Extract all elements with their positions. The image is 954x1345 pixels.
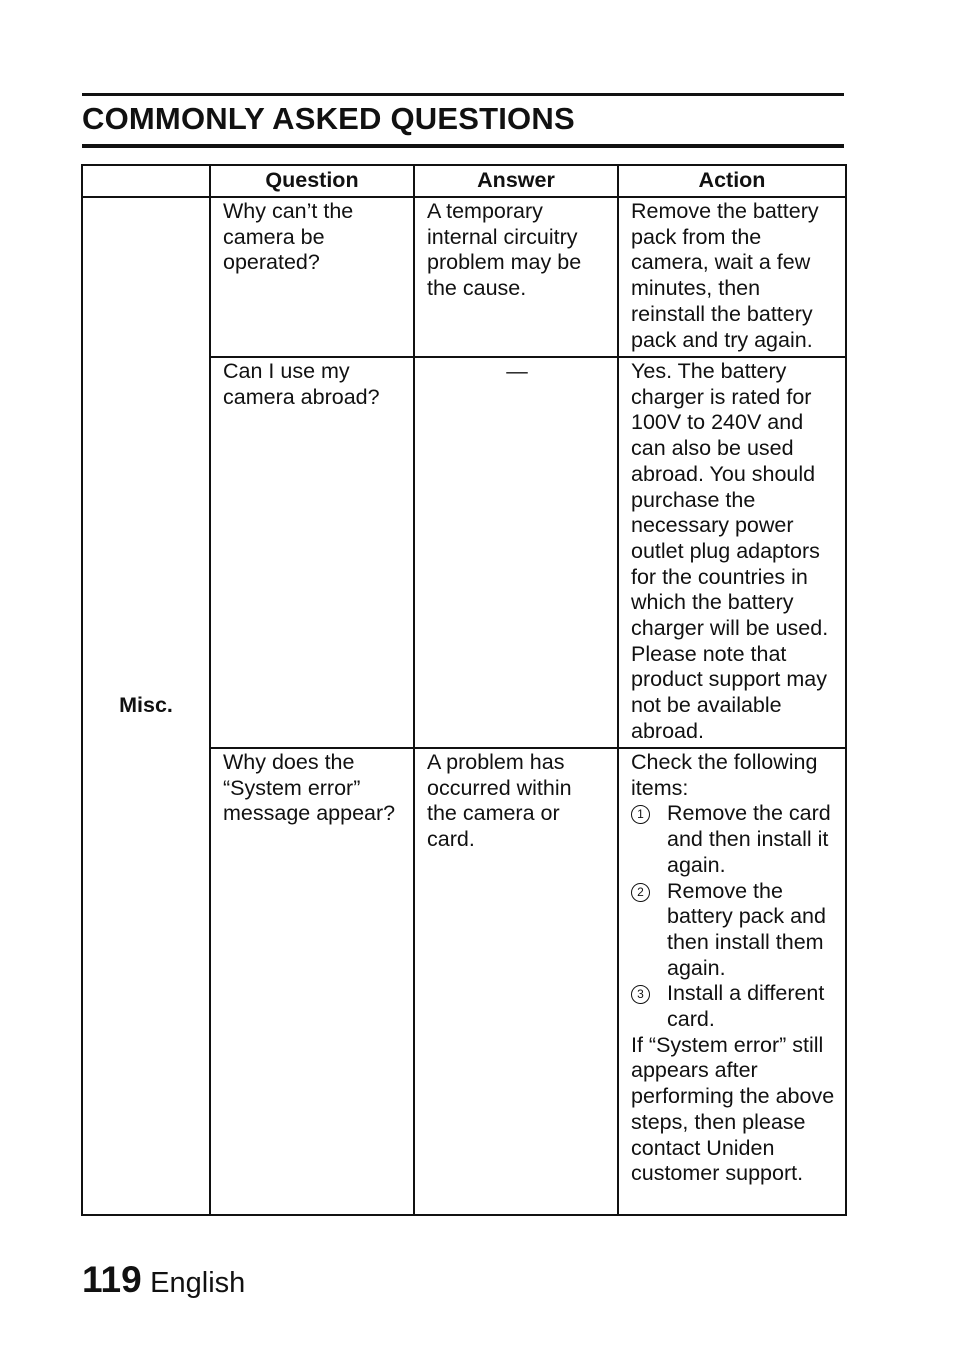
step-number-circle: 1 <box>631 805 650 824</box>
action-intro: Check the following items: <box>631 750 818 800</box>
faq-table <box>81 164 847 1216</box>
question-cell: Can I use my camera abroad? <box>210 357 414 748</box>
step-number-circle: 2 <box>631 883 650 902</box>
step-text: Remove the battery pack and then install them again. <box>667 878 826 980</box>
action-step <box>631 801 835 878</box>
header-question: Question <box>210 165 414 197</box>
question-cell: Why can’t the camera be operated? <box>210 197 414 357</box>
header-action: Action <box>618 165 846 197</box>
table-header-row <box>82 165 846 197</box>
table-row <box>82 197 846 357</box>
action-step <box>631 981 835 1032</box>
page-footer <box>82 1258 245 1305</box>
action-outro: If “System error” still appears after performing the above steps, then please contact Uniden customer support. <box>631 1032 835 1186</box>
action-step <box>631 879 835 982</box>
action-cell: Yes. The battery charger is rated for 100V to 240V and can also be used abroad. You should purchase the necessary power outlet plug adaptors for the countries in which the battery charger will be used. Please note that product support may not be available abroad. <box>618 357 846 748</box>
page-language: English <box>150 1267 246 1299</box>
category-cell: Misc. <box>82 197 210 1215</box>
page-title: COMMONLY ASKED QUESTIONS <box>82 101 575 136</box>
title-bottom-rule <box>82 144 844 148</box>
action-cell: Remove the battery pack from the camera, wait a few minutes, then reinstall the battery pack and try again. <box>618 197 846 357</box>
answer-cell: — <box>414 357 618 748</box>
page-number: 119 <box>82 1259 142 1300</box>
action-cell <box>618 748 846 1215</box>
answer-cell: A problem has occurred within the camera or card. <box>414 748 618 1215</box>
step-number-circle: 3 <box>631 985 650 1004</box>
step-text: Remove the card and then install it again. <box>667 801 831 877</box>
question-cell: Why does the “System error” message appear? <box>210 748 414 1215</box>
header-category <box>82 165 210 197</box>
answer-cell: A temporary internal circuitry problem may be the cause. <box>414 197 618 357</box>
header-answer: Answer <box>414 165 618 197</box>
title-top-rule <box>82 93 844 96</box>
step-text: Install a different card. <box>667 981 825 1032</box>
